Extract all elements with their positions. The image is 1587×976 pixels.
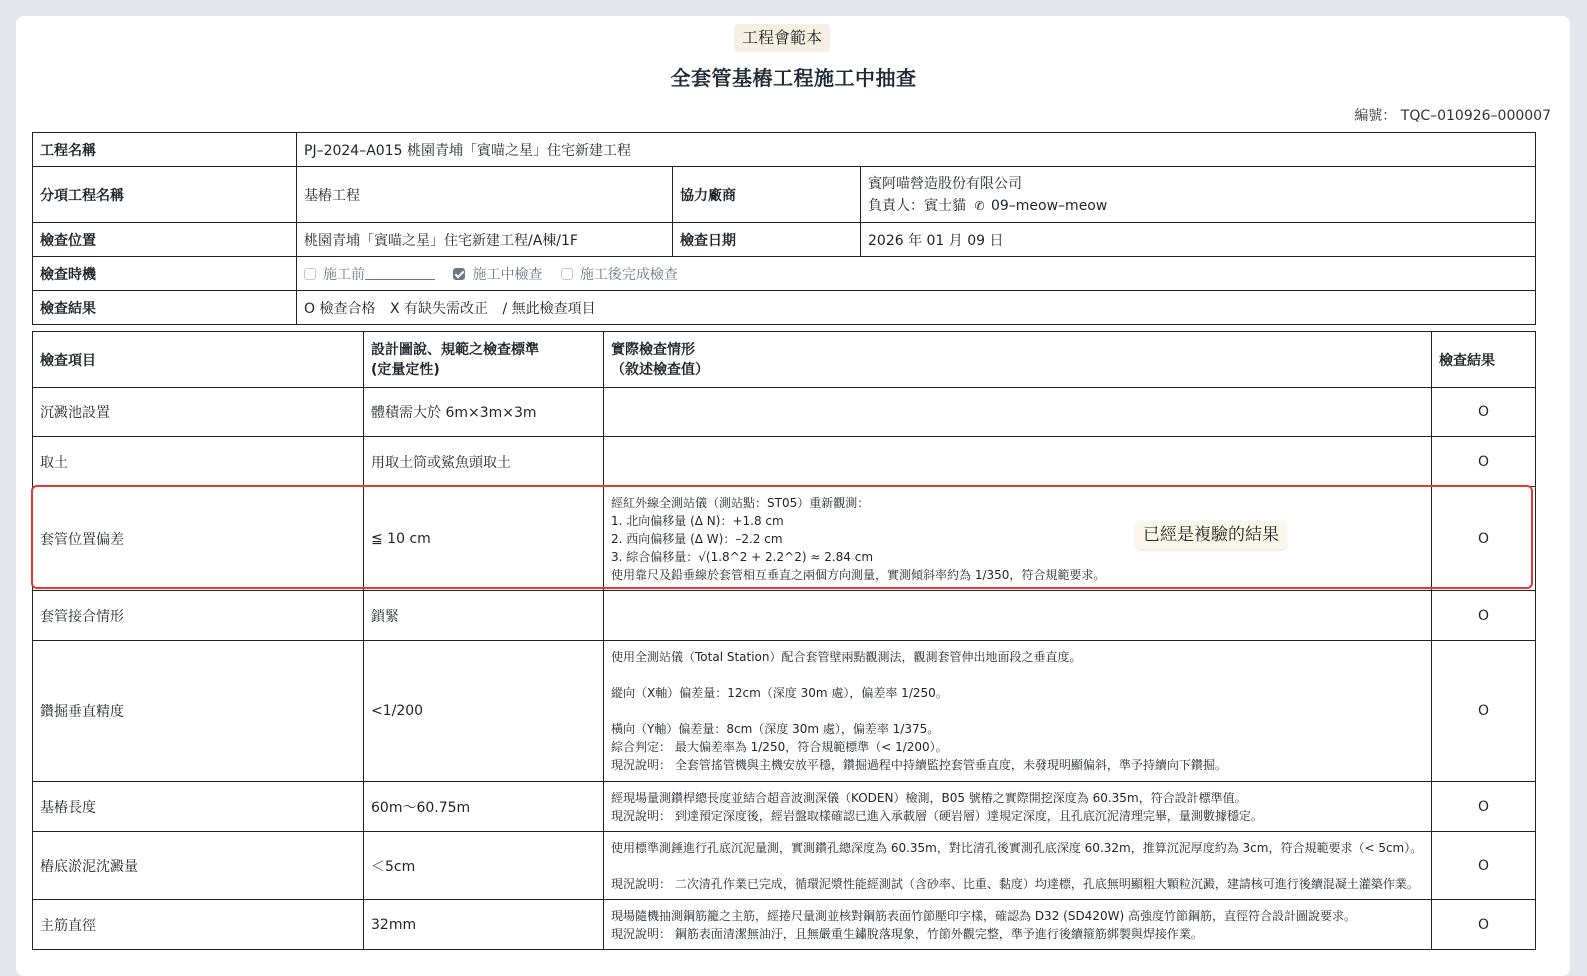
- row-standard: <1/200: [364, 641, 604, 782]
- row-detail: [604, 487, 1432, 591]
- vendor-contact: 負責人：賓士貓: [868, 197, 966, 214]
- row-item: 套管接合情形: [33, 591, 364, 641]
- timing-before-label: 施工前: [323, 266, 365, 283]
- project-name-label: 工程名稱: [33, 133, 297, 167]
- detail-line: 1. 北向偏移量 (Δ N)：+1.8 cm: [611, 513, 784, 528]
- row-standard: ≦ 10 cm: [364, 487, 604, 591]
- row-item: 取土: [33, 437, 364, 487]
- row-detail: [604, 591, 1432, 641]
- serial-label: 編號：: [1354, 108, 1397, 124]
- row-standard: 鎖緊: [364, 591, 604, 641]
- row-result: O: [1432, 591, 1536, 641]
- timing-options: [297, 257, 1536, 291]
- location-label: 檢查位置: [33, 223, 297, 257]
- unchecked-box-icon: [561, 268, 573, 280]
- template-badge: 工程會範本: [734, 24, 830, 52]
- table-row: [33, 487, 1536, 591]
- detail-line: 經現場量測鑽桿總長度並結合超音波測深儀（KODEN）檢測，B05 號樁之實際開挖深度為 60.35m，符合設計標準值。: [611, 790, 1247, 805]
- header-standard-line1: 設計圖說、規範之檢查標準: [371, 341, 539, 358]
- row-result: O: [1432, 437, 1536, 487]
- timing-before-checkbox[interactable]: [304, 264, 435, 284]
- table-row: [33, 591, 1536, 641]
- project-name-value: PJ–2024–A015 桃園青埔「賓喵之星」住宅新建工程: [297, 133, 1536, 167]
- unchecked-box-icon: [304, 268, 316, 280]
- header-standard-line2: (定量定性): [371, 361, 440, 378]
- detail-line: 橫向（Y軸）偏差量：8cm（深度 30m 處），偏差率 1/375。: [611, 722, 940, 736]
- header-result: 檢查結果: [1432, 332, 1536, 388]
- row-item: 鑽掘垂直精度: [33, 641, 364, 782]
- vendor-name: 賓阿喵營造股份有限公司: [868, 175, 1022, 192]
- row-item: 沉澱池設置: [33, 388, 364, 437]
- row-item: 主筋直徑: [33, 900, 364, 950]
- row-result: O: [1432, 900, 1536, 950]
- row-detail: [604, 641, 1432, 782]
- row-detail: [604, 388, 1432, 437]
- result-legend: [297, 291, 1536, 325]
- annotation-note: 已經是複驗的結果: [1136, 521, 1286, 549]
- detail-line: 使用全測站儀（Total Station）配合套管壁兩點觀測法，觀測套管伸出地面段之垂直度。: [611, 650, 1082, 664]
- blank-line: [611, 666, 1424, 684]
- detail-line: 3. 綜合偏移量：√(1.8^2 + 2.2^2) ≈ 2.84 cm: [611, 549, 874, 564]
- project-info-table: [32, 132, 1536, 325]
- date-value: 2026 年 01 月 09 日: [861, 223, 1536, 257]
- serial-number: [1354, 105, 1551, 125]
- header-actual-line2: （敘述檢查值）: [611, 361, 709, 378]
- result-label: 檢查結果: [33, 291, 297, 325]
- detail-line: 經紅外線全測站儀（測站點：ST05）重新觀測：: [611, 495, 870, 510]
- row-detail: [604, 900, 1432, 950]
- row-result: O: [1432, 487, 1536, 591]
- detail-line: 使用標準測錘進行孔底沉泥量測，實測鑽孔總深度為 60.35m，對比清孔後實測孔底深度 60.32m，推算沉泥厚度約為 3cm，符合規範要求（< 5cm）。: [611, 840, 1423, 855]
- timing-label: 檢查時機: [33, 257, 297, 291]
- table-row: [33, 832, 1536, 900]
- row-standard: 60m～60.75m: [364, 782, 604, 832]
- table-row: [33, 437, 1536, 487]
- row-standard: ＜5cm: [364, 832, 604, 900]
- blank-line: [611, 857, 1424, 875]
- vendor-label: 協力廠商: [673, 167, 861, 223]
- row-result: O: [1432, 832, 1536, 900]
- inspection-items-table: [32, 331, 1536, 950]
- timing-after-label: 施工後完成檢查: [579, 266, 678, 283]
- row-standard: 用取土筒或鯊魚頭取土: [364, 437, 604, 487]
- row-item: 樁底淤泥沈澱量: [33, 832, 364, 900]
- form-title: 全套管基樁工程施工中抽查: [670, 66, 917, 90]
- legend-pass: O 檢查合格: [304, 300, 376, 317]
- row-detail: [604, 832, 1432, 900]
- detail-line: 現況說明： 到達預定深度後，經岩盤取樣確認已進入承載層（硬岩層）達規定深度，且孔底沉泥清理完畢，量測數據穩定。: [611, 808, 1263, 823]
- detail-line: 現況說明： 鋼筋表面清潔無油汙，且無嚴重生鏽脫落現象，竹節外觀完整，準予進行後續箍筋綁製與焊接作業。: [611, 926, 1203, 941]
- vendor-phone: 09–meow–meow: [990, 197, 1108, 214]
- detail-line: 現況說明： 二次清孔作業已完成，循環泥漿性能經測試（含砂率、比重、黏度）均達標，孔底無明顯粗大顆粒沉澱，建請核可進行後續混凝土灌築作業。: [611, 876, 1419, 891]
- row-result: O: [1432, 641, 1536, 782]
- table-row: [33, 900, 1536, 950]
- timing-after-checkbox[interactable]: [561, 264, 678, 284]
- header-actual: [604, 332, 1432, 388]
- legend-na: / 無此檢查項目: [502, 300, 596, 317]
- blank-line: [611, 702, 1424, 720]
- sub-project-value: 基樁工程: [297, 167, 673, 223]
- detail-line: 現場隨機抽測鋼筋籠之主筋，經捲尺量測並核對鋼筋表面竹節壓印字樣，確認為 D32 (SD420W) 高強度竹節鋼筋，直徑符合設計圖說要求。: [611, 908, 1356, 923]
- checked-box-icon: [453, 268, 465, 280]
- row-standard: 32mm: [364, 900, 604, 950]
- blank-underline: [365, 267, 435, 280]
- phone-icon: ✆: [974, 198, 985, 213]
- detail-line: 2. 西向偏移量 (Δ W)：–2.2 cm: [611, 531, 783, 546]
- row-detail: [604, 782, 1432, 832]
- date-label: 檢查日期: [673, 223, 861, 257]
- detail-line: 使用靠尺及鉛垂線於套管相互垂直之兩個方向測量，實測傾斜率約為 1/350，符合規範要求。: [611, 567, 1106, 582]
- row-item: 套管位置偏差: [33, 487, 364, 591]
- sub-project-label: 分項工程名稱: [33, 167, 297, 223]
- legend-fail: X 有缺失需改正: [389, 300, 488, 317]
- detail-line: 綜合判定： 最大偏差率為 1/250，符合規範標準（< 1/200）。: [611, 740, 948, 754]
- row-result: O: [1432, 782, 1536, 832]
- table-row: [33, 641, 1536, 782]
- row-standard: 體積需大於 6m×3m×3m: [364, 388, 604, 437]
- table-row: [33, 782, 1536, 832]
- header-standard: [364, 332, 604, 388]
- row-detail: [604, 437, 1432, 487]
- serial-value: TQC–010926–000007: [1400, 108, 1551, 124]
- row-item: 基樁長度: [33, 782, 364, 832]
- timing-during-checkbox[interactable]: [453, 264, 542, 284]
- detail-line: 現況說明： 全套管搖管機與主機安放平穩，鑽掘過程中持續監控套管垂直度，未發現明顯偏斜，準予持續向下鑽掘。: [611, 758, 1227, 772]
- table-row: [33, 388, 1536, 437]
- row-result: O: [1432, 388, 1536, 437]
- detail-line: 縱向（X軸）偏差量：12cm（深度 30m 處），偏差率 1/250。: [611, 686, 948, 700]
- location-value: 桃園青埔「賓喵之星」住宅新建工程/A棟/1F: [297, 223, 673, 257]
- timing-during-label: 施工中檢查: [472, 266, 543, 283]
- header-item: 檢查項目: [33, 332, 364, 388]
- header-actual-line1: 實際檢查情形: [611, 341, 695, 358]
- vendor-value: [861, 167, 1536, 223]
